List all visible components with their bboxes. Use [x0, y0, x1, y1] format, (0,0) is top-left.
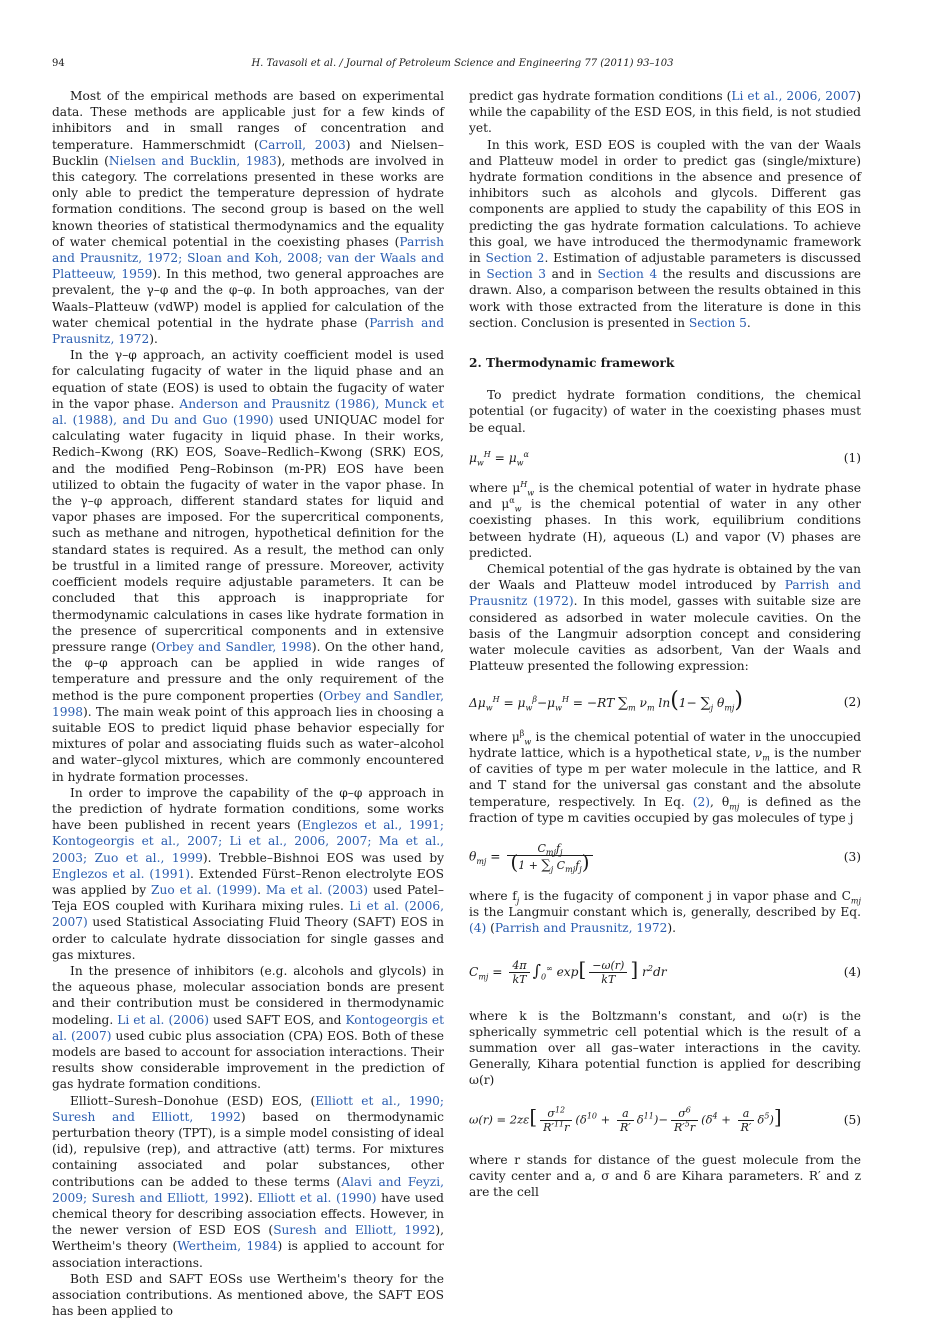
- page-number: 94: [52, 58, 65, 69]
- equation-link[interactable]: (4): [469, 921, 487, 936]
- paragraph: Most of the empirical methods are based on experimental data. These methods are applicable just for a few kinds of inhibitors and in small ranges of concentration and temperature. Hammerschmidt (Carroll, 2003) and Nielsen–Bucklin (Nielsen and Bucklin, 1983), methods are involved in this category. The correlations presented in these works are only able to predict the temperature depression of hydrate formation conditions. The second group is based on the well known theories of statistical thermodynamics and the equality of water chemical potential in the coexisting phases (Parrish and Prausnitz, 1972; Sloan and Koh, 2008; van der Waals and Platteeuw, 1959). In this method, two general approaches are prevalent, the γ–φ and the φ–φ. In both approaches, van der Waals–Platteuw (vdWP) model is applied for calculation of the water chemical potential in the hydrate phase (Parrish and Prausnitz, 1972).: [52, 89, 444, 347]
- equation-body: ω(r) = 2zε[ $\frac{\sigma^{12}}{R'^{11}r}$ ($\delta^{10}$ + $\frac{a}{R'}$ $\delta^{11})-$ $\frac{\sigma^6}{R'^5r}$ ($\delta^4$ + $\frac{a}{R'}$ $\delta^5$)]: [469, 1104, 782, 1134]
- paragraph: Chemical potential of the gas hydrate is obtained by the van der Waals and Platteuw model introduced by Parrish and Prausnitz (1972). In this model, gasses with suitable size are considered as adsorbed in water molecule cavities. On the basis of the Langmuir adsorption concept and considering water molecule cavities as adsorbent, Van der Waals and Platteuw presented the following expression:: [469, 562, 861, 674]
- equation-number: (3): [843, 849, 861, 864]
- paragraph: Both ESD and SAFT EOSs use Wertheim's theory for the association contributions. As mentioned above, the SAFT EOS has been applied to: [52, 1271, 444, 1319]
- citation-link[interactable]: Parrish and Prausnitz, 1972: [52, 315, 444, 347]
- left-column: [52, 88, 444, 1319]
- citation-link[interactable]: Carroll, 2003: [258, 137, 346, 152]
- section-link[interactable]: Section 3: [486, 267, 547, 282]
- citation-link[interactable]: Elliott et al., 1990; Suresh and Elliott, 1992: [52, 1093, 444, 1124]
- citation-link[interactable]: Orbey and Sandler, 1998: [52, 688, 444, 719]
- citation-link[interactable]: Zuo et al. (1999): [151, 882, 258, 897]
- equation-body: $C_{mj}$ = $\frac{4\pi}{kT}$ $\int_0^\infty$ exp[ $\frac{-\omega(r)}{kT}$ ] $r^2dr$: [469, 956, 667, 986]
- citation-link[interactable]: Wertheim, 1984: [177, 1239, 278, 1254]
- citation-link[interactable]: Ma et al. (2003): [265, 882, 369, 897]
- paragraph: where r stands for distance of the guest molecule from the cavity center and a, σ and δ are Kihara parameters. R′ and z are the cell: [469, 1152, 861, 1199]
- citation-link[interactable]: Nielsen and Bucklin, 1983: [108, 153, 277, 168]
- citation-link[interactable]: Li et al., 2006, 2007: [731, 89, 857, 103]
- paragraph: where $\mu^H_w$ is the chemical potential of water in hydrate phase and $\mu^\alpha_w$ is the chemical potential of water in any other coexisting phases. In this work, equilibrium conditions between hydrate (H), aqueous (L) and vapor (V) phases are predicted.: [469, 480, 861, 560]
- paragraph: where $\mu^\beta_w$ is the chemical potential of water in the unoccupied hydrate lattice, which is a hypothetical state, $\nu_m$ is the number of cavities of type m per water molecule in the lattice, and R and T stand for the universal gas constant and the absolute temperature, respectively. In Eq. (2), $\theta_{mj}$ is defined as the fraction of type m cavities occupied by gas molecules of type j: [469, 728, 861, 825]
- equation-4: [469, 956, 861, 986]
- running-header: H. Tavasoli et al. / Journal of Petroleum Science and Engineering 77 (2011) 93–103: [251, 58, 674, 69]
- citation-link[interactable]: Parrish and Prausnitz (1972): [469, 578, 861, 609]
- section-link[interactable]: Section 5: [688, 315, 747, 330]
- equation-number: (4): [843, 964, 861, 979]
- section-link[interactable]: Section 4: [597, 267, 658, 282]
- equation-body: $\mu_w^H = \mu_w^\alpha$: [469, 449, 529, 468]
- equation-number: (5): [843, 1112, 861, 1127]
- paragraph: In this work, ESD EOS is coupled with the van der Waals and Platteuw model in order to predict gas (single/mixture) hydrate formation conditions in the absence and presence of inhibitors such as alcohols and glycols. Different gas components are applied to study the capability of this EOS in predicting the gas hydrate formation calculations. To achieve this goal, we have introduced the thermodynamic framework in Section 2. Estimation of adjustable parameters is discussed in Section 3 and in Section 4 the results and discussions are drawn. Also, a comparison between the results obtained in this work with those extracted from the literature is done in this section. Conclusion is presented in Section 5.: [469, 137, 862, 330]
- paragraph: In the presence of inhibitors (e.g. alcohols and glycols) in the aqueous phase, molecular association bonds are present and their contribution must be considered in thermodynamic modeling. Li et al. (2006) used SAFT EOS, and Kontogeorgis et al. (2007) used cubic plus association (CPA) EOS. Both of these models are based to account for association interactions. Their results show considerable improvement in the prediction of gas hydrate formation conditions.: [52, 963, 444, 1092]
- paragraph: In order to improve the capability of the φ–φ approach in the prediction of hydrate formation conditions, some works have been published in recent years (Englezos et al., 1991; Kontogeorgis et al., 2007; Li et al., 2006, 2007; Ma et al., 2003; Zuo et al., 1999). Trebble–Bishnoi EOS was used by Englezos et al. (1991). Extended Fürst–Renon electrolyte EOS was applied by Zuo et al. (1999). Ma et al. (2003) used Patel–Teja EOS coupled with Kurihara mixing rules. Li et al. (2006, 2007) used Statistical Associating Fluid Theory (SAFT) EOS in order to calculate hydrate dissociation for single gasses and gas mixtures.: [52, 785, 445, 962]
- citation-link[interactable]: Alavi and Feyzi, 2009; Suresh and Elliott, 1992: [52, 1174, 444, 1205]
- citation-link[interactable]: Elliott et al. (1990): [257, 1190, 377, 1205]
- equation-body: $\Delta\mu_w^H = \mu_w^\beta-\mu_w^H = -RT$ $\sum_m$ $\nu_m$ $\ln(1- \sum_j$ $\theta_{mj}$): [469, 687, 743, 713]
- citation-link[interactable]: Englezos et al. (1991): [52, 866, 190, 881]
- paragraph: To predict hydrate formation conditions, the chemical potential (or fugacity) of water in the coexisting phases must be equal.: [469, 388, 861, 435]
- equation-number: (1): [843, 450, 861, 465]
- citation-link[interactable]: Englezos et al., 1991; Kontogeorgis et al., 2007; Li et al., 2006, 2007; Ma et al., 2003; Zuo et al., 1999: [52, 818, 444, 865]
- section-heading: 2. Thermodynamic framework: [469, 356, 675, 371]
- equation-link[interactable]: (2): [692, 794, 711, 809]
- citation-link[interactable]: Parrish and Prausnitz, 1972: [494, 921, 668, 936]
- equation-1: [469, 450, 861, 466]
- paragraph: where $f_j$ is the fugacity of component j in vapor phase and $C_{mj}$ is the Langmuir constant which is, generally, described by Eq. (4) (Parrish and Prausnitz, 1972).: [469, 888, 861, 936]
- equation-number: (2): [843, 694, 861, 709]
- paragraph: where k is the Boltzmann's constant, and ω(r) is the spherically symmetric cell potential which is the result of a summation over all gas–water interactions in the cavity. Generally, Kihara potential function is applied for describing ω(r): [469, 1008, 861, 1088]
- citation-link[interactable]: Kontogeorgis et al. (2007): [52, 1012, 444, 1043]
- section-link[interactable]: Section 2: [485, 251, 545, 266]
- paragraph: predict gas hydrate formation conditions (Li et al., 2006, 2007) while the capability of the ESD EOS, in this field, is not studied yet.: [469, 89, 861, 136]
- citation-link[interactable]: Suresh and Elliott, 1992: [273, 1223, 436, 1238]
- citation-link[interactable]: Li et al. (2006): [117, 1012, 209, 1027]
- equation-body: $\theta_{mj}$ = $\frac{C_{mj}f_j}{(1 + \sum_j C_{mj}f_j)}$: [469, 842, 596, 872]
- paragraph: In the γ–φ approach, an activity coefficient model is used for calculating fugacity of water in the liquid phase and an equation of state (EOS) is used to obtain the fugacity of water in the vapor phase. Anderson and Prausnitz (1986), Munck et al. (1988), and Du and Guo (1990) used UNIQUAC model for calculating water fugacity in liquid phase. In their works, Redich–Kwong (RK) EOS, Soave–Redlich–Kwong (SRK) EOS, and the modified Peng–Robinson (m-PR) EOS have been utilized to obtain the fugacity of water in the vapor phase. In the γ–φ approach, different standard states for liquid and vapor phases are imposed. For the supercritical components, such as methane and nitrogen, hypothetical definition for the standard states is required. As a result, the method can only be trustful in a limited range of pressure. Moreover, activity coefficient models require adjustable parameters. It can be concluded that this approach is inappropriate for thermodynamic calculations in cases like hydrate formation in the presence of supercritical components and in extensive pressure range (Orbey and Sandler, 1998). On the other hand, the φ–φ approach can be applied in wide ranges of temperature and pressure and the only requirement of the method is the pure component properties (Orbey and Sandler, 1998). The main weak point of this approach lies in choosing a suitable EOS to predict liquid phase behavior especially for mixtures of polar and associating fluids such as water–alcohol and water–glycol mixtures, which are commonly encountered in hydrate formation processes.: [52, 348, 444, 784]
- citation-link[interactable]: Orbey and Sandler, 1998: [155, 639, 312, 654]
- equation-5: [469, 1104, 861, 1134]
- right-column: [469, 88, 861, 1200]
- paragraph: Elliott–Suresh–Donohue (ESD) EOS, (Elliott et al., 1990; Suresh and Elliott, 1992) based on thermodynamic perturbation theory (TPT), is a simple model consisting of ideal (id), repulsive (rep), and attractive (att) terms. For mixtures containing associated and polar substances, other contributions can be added to these terms (Alavi and Feyzi, 2009; Suresh and Elliott, 1992). Elliott et al. (1990) have used chemical theory for describing association effects. However, in the newer version of ESD EOS (Suresh and Elliott, 1992), Wertheim's theory (Wertheim, 1984) is applied to account for association interactions.: [52, 1093, 445, 1270]
- citation-link[interactable]: Anderson and Prausnitz (1986), Munck et al. (1988), and Du and Guo (1990): [52, 396, 444, 428]
- equation-3: [469, 841, 861, 875]
- equation-2: [469, 687, 861, 713]
- citation-link[interactable]: Li et al. (2006, 2007): [52, 899, 444, 930]
- citation-link[interactable]: Parrish and Prausnitz, 1972; Sloan and Koh, 2008; van der Waals and Platteeuw, 1959: [52, 234, 444, 282]
